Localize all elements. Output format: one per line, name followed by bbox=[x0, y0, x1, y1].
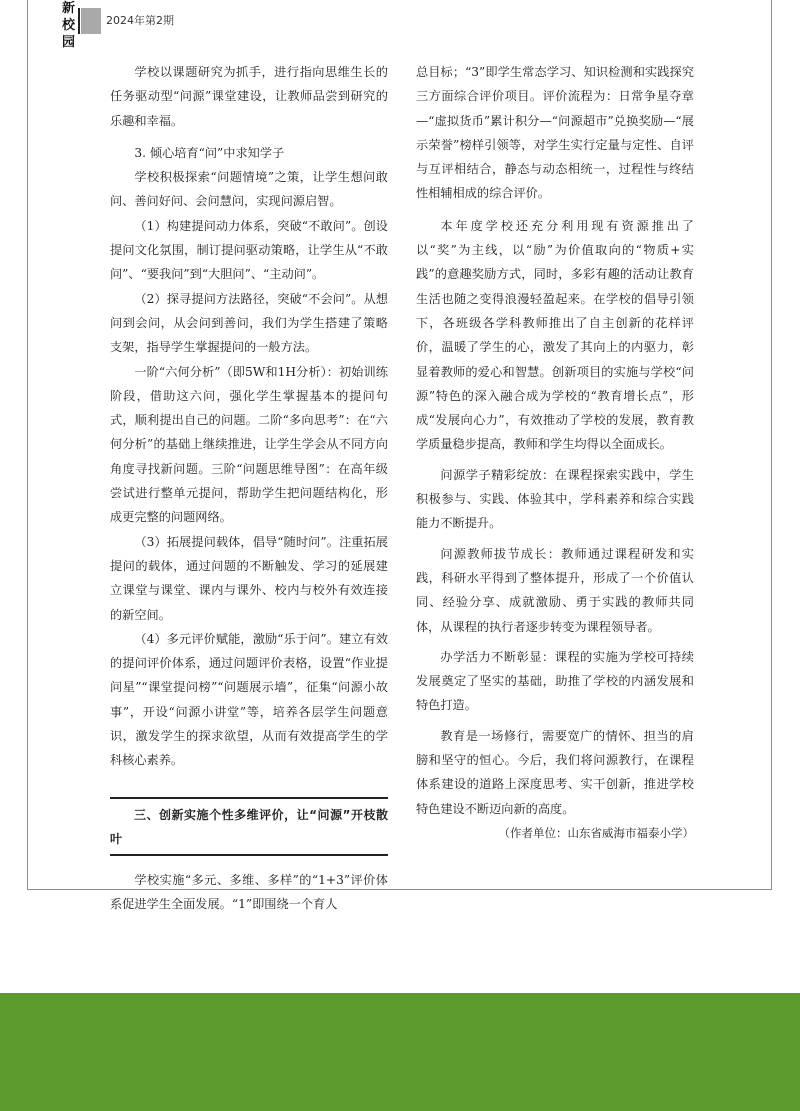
logo-char: 新 bbox=[62, 1, 76, 16]
paragraph: 学校以课题研究为抓手，进行指向思维生长的任务驱动型“问源”课堂建设，让教师品尝到研究的乐趣和幸福。 bbox=[110, 65, 388, 128]
paragraph: 总目标；“3”即学生常态学习、知识检测和实践探究三方面综合评价项目。评价流程为：日常争星夺章—“虚拟货币”累计积分—“问源超市”兑换奖励—“展示荣誉”榜样引领等，对学生实行定量与定性、自评与互评相结合，静态与动态相统一，过程性与终结性相辅相成的综合评价。 bbox=[416, 65, 694, 201]
subheading: 3. 倾心培育“问”中求知学子 bbox=[134, 145, 285, 160]
logo-char: 校 bbox=[62, 18, 76, 33]
logo-char: 园 bbox=[62, 35, 76, 50]
issue-label: 2024年第2期 bbox=[106, 14, 174, 27]
paragraph: （3）拓展提问载体，倡导“随时问”。注重拓展提问的载体，通过问题的不断触发、学习的延展建立课堂与课堂、课内与课外、校内与校外有效连接的新空间。 bbox=[110, 534, 388, 622]
paragraph: （2）探寻提问方法路径，突破“不会问”。从想问到会问，从会问到善问，我们为学生搭建了策略支架，指导学生掌握提问的一般方法。 bbox=[110, 291, 388, 355]
right-column bbox=[416, 60, 694, 845]
paragraph: 学校实施“多元、多维、多样”的“1+3”评价体系促进学生全面发展。“1”即围绕一个育人 bbox=[110, 872, 388, 911]
author-affiliation: （作者单位：山东省威海市福泰小学） bbox=[498, 825, 694, 840]
paragraph: 办学活力不断彰显：课程的实施为学校可持续发展奠定了坚实的基础，助推了学校的内涵发展和特色打造。 bbox=[416, 649, 694, 713]
left-column bbox=[110, 60, 388, 916]
header-gray-square bbox=[81, 8, 101, 34]
footer-green-band bbox=[0, 993, 800, 1111]
paragraph: 问源教师拔节成长：教师通过课程研发和实践，科研水平得到了整体提升，形成了一个价值认同、经验分享、成就激励、勇于实践的教师共同体，从课程的执行者逐步转变为课程领导者。 bbox=[416, 546, 694, 634]
paragraph: 学校积极探索“问题情境”之策，让学生想问敢问、善问好问、会问慧问，实现问源启智。 bbox=[110, 170, 388, 209]
paragraph: （4）多元评价赋能，激励“乐于问”。建立有效的提问评价体系，通过问题评价表格，设置“作业提问星”“课堂提问榜”“问题展示墙”，征集“问源小故事”，开设“问源小讲堂”等，培养各层学生问题意识，激发学生的探求欲望，从而有效提高学生的学科核心素养。 bbox=[110, 631, 388, 768]
paragraph: 一阶“六何分析”（即5W和1H分析）：初始训练阶段，借助这六问，强化学生掌握基本的提问句式，顺利提出自己的问题。二阶“多向思考”：在“六何分析”的基础上继续推进，让学生学会从不同方向角度寻找新问题。三阶“问题思维导图”：在高年级尝试进行整单元提问，帮助学生把问题结构化，形成更完整的问题网络。 bbox=[110, 364, 388, 525]
header-divider bbox=[78, 8, 80, 34]
paragraph: 教育是一场修行，需要宽广的情怀、担当的肩膀和坚守的恒心。今后，我们将问源教行，在课程体系建设的道路上深度思考、实干创新，推进学校特色建设不断迈向新的高度。 bbox=[416, 728, 694, 816]
paragraph: 问源学子精彩绽放：在课程探索实践中，学生积极参与、实践、体验其中，学科素养和综合实践能力不断提升。 bbox=[416, 467, 694, 531]
section-heading: 三、创新实施个性多维评价，让“问源”开枝散叶 bbox=[110, 797, 388, 856]
paragraph: 本年度学校还充分利用现有资源推出了以“奖”为主线，以“励”为价值取向的“物质+实践”的意趣奖励方式，同时，多彩有趣的活动让教育生活也随之变得浪漫轻盈起来。在学校的倡导引领下，各班级各学科教师推出了自主创新的花样评价，温暖了学生的心，激发了其向上的内驱力，彰显着教师的爱心和智慧。创新项目的实施与学校“问源”特色的深入融合成为学校的“教育增长点”，形成“发展向心力”，有效推动了学校的发展，教育教学质量稳步提高，教师和学生均得以全面成长。 bbox=[416, 218, 694, 452]
magazine-logo bbox=[62, 0, 78, 51]
paragraph: （1）构建提问动力体系，突破“不敢问”。创设提问文化氛围，制订提问驱动策略，让学生从“不敢问”、“要我问”到“大胆问”、“主动问”。 bbox=[110, 218, 388, 282]
